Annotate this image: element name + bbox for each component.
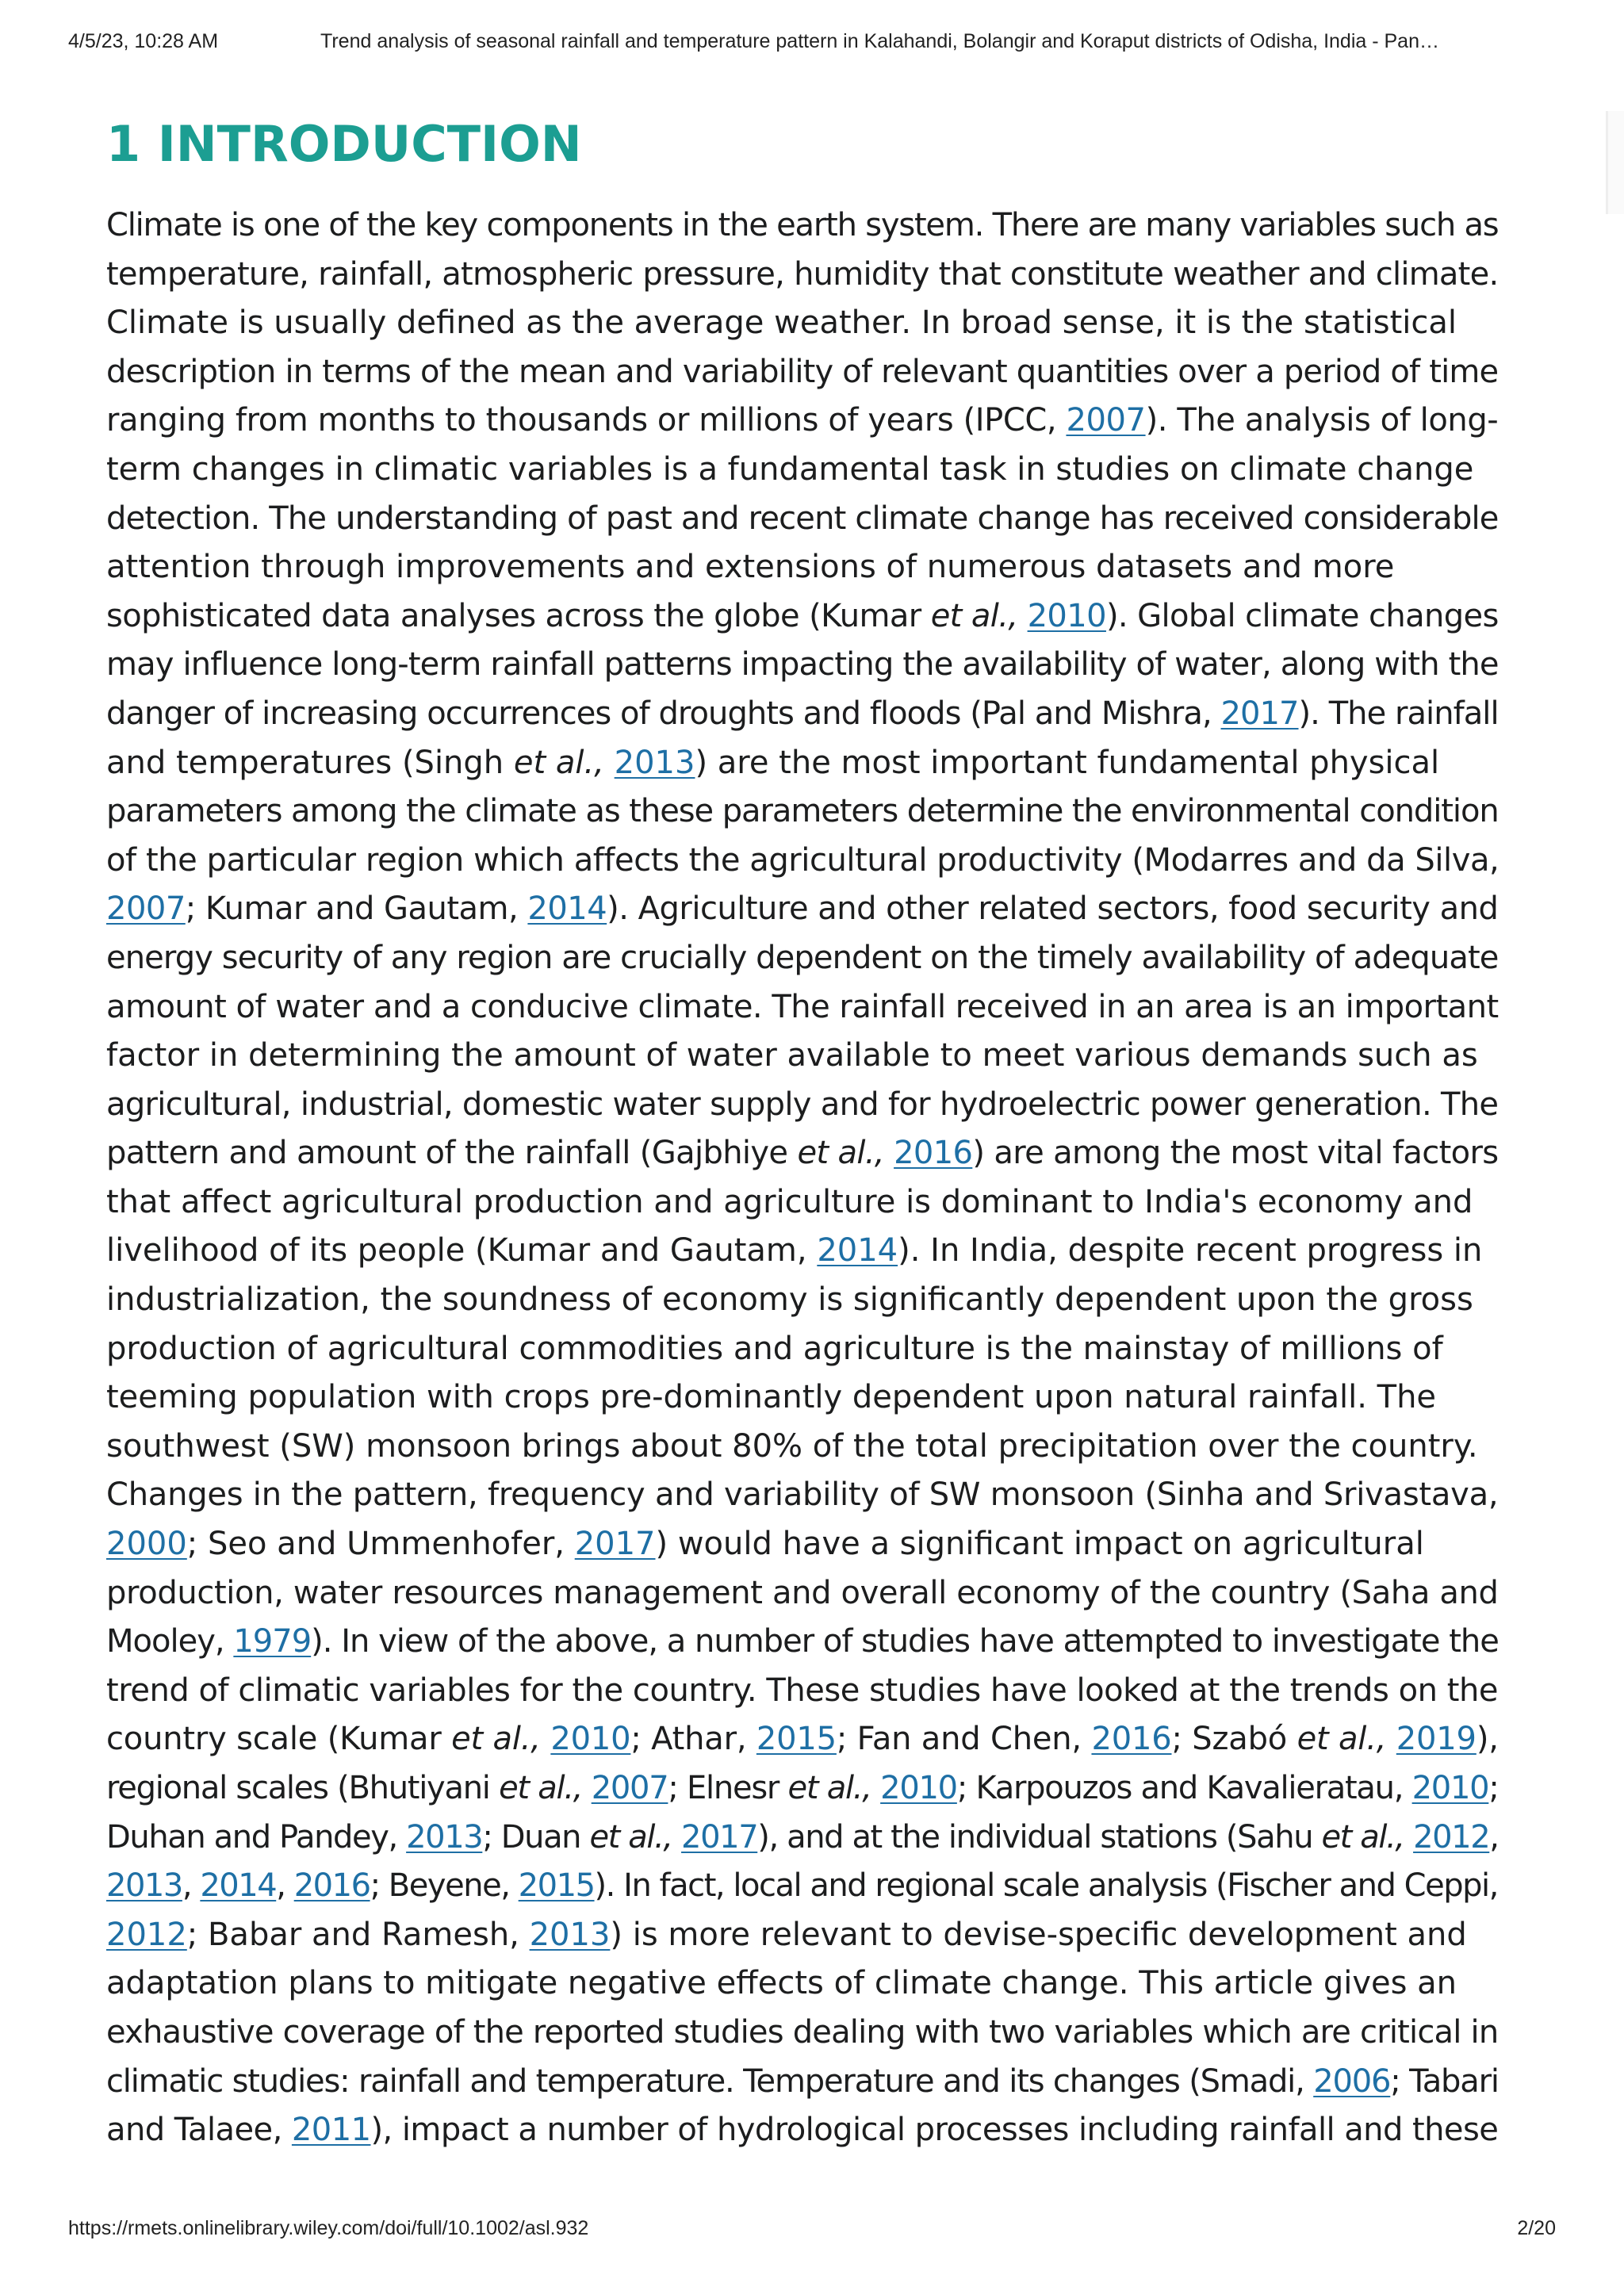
citation-link[interactable]: 1979: [233, 1623, 312, 1660]
text-run: [582, 1770, 591, 1806]
text-line: [106, 1764, 1502, 1813]
text-run: ,: [182, 1867, 201, 1905]
text-run: [884, 1135, 894, 1171]
text-line: [106, 641, 1502, 690]
text-line: [106, 495, 1502, 544]
citation-link[interactable]: 2013: [529, 1916, 611, 1953]
text-run: ; Duan: [482, 1818, 590, 1855]
side-panel-tab[interactable]: [1606, 111, 1624, 214]
text-run: production, water resources management and overall economy of the country (Saha and: [106, 1574, 1499, 1611]
text-run: that affect agricultural production and agriculture is dominant to India's economy and: [106, 1183, 1473, 1220]
text-line: [106, 2058, 1502, 2107]
text-run: ,: [276, 1867, 294, 1905]
text-run: ). The rainfall: [1298, 695, 1499, 732]
citation-link[interactable]: 2013: [106, 1867, 182, 1905]
text-run: climatic studies: rainfall and temperature. Temperature and its changes (Smadi,: [106, 2062, 1314, 2100]
print-url: https://rmets.onlinelibrary.wiley.com/doi/full/10.1002/asl.932: [68, 2217, 589, 2239]
text-run: regional scales (Bhutiyani: [106, 1770, 500, 1806]
citation-link[interactable]: 2011: [291, 2112, 371, 2149]
text-line: [106, 1032, 1502, 1081]
citation-link[interactable]: 2013: [406, 1818, 483, 1855]
text-run: exhaustive coverage of the reported studies dealing with two variables which are critical in: [106, 2013, 1499, 2051]
italic-text: et al.,: [451, 1721, 541, 1758]
italic-text: et al.,: [1297, 1721, 1387, 1758]
italic-text: et al.,: [797, 1135, 884, 1172]
citation-link[interactable]: 2015: [518, 1867, 595, 1905]
citation-link[interactable]: 2007: [106, 890, 186, 928]
text-line: [106, 739, 1502, 788]
citation-link[interactable]: 2016: [1091, 1721, 1172, 1758]
text-run: and temperatures (Singh: [106, 744, 514, 781]
print-header: [68, 30, 1556, 62]
text-run: production of agricultural commodities and agriculture is the mainstay of millions of: [106, 1330, 1443, 1367]
text-run: adaptation plans to mitigate negative effects of climate change. This article gives an: [106, 1965, 1457, 2002]
italic-text: et al.,: [787, 1770, 871, 1806]
text-run: [672, 1819, 681, 1855]
text-line: [106, 1813, 1502, 1863]
citation-link[interactable]: 2016: [894, 1135, 973, 1172]
text-run: [1386, 1721, 1396, 1757]
text-run: pattern and amount of the rainfall (Gajbhiye: [106, 1135, 798, 1172]
text-line: [106, 934, 1502, 983]
italic-text: et al.,: [513, 744, 604, 781]
citation-link[interactable]: 2007: [1066, 402, 1146, 439]
citation-link[interactable]: 2013: [614, 744, 695, 781]
text-run: amount of water and a conducive climate. The rainfall received in an area is an important: [106, 988, 1499, 1025]
citation-link[interactable]: 2015: [756, 1721, 837, 1758]
text-run: ) are the most important fundamental physical: [695, 744, 1440, 781]
text-run: ; Beyene,: [370, 1867, 519, 1905]
text-run: ),: [1476, 1721, 1499, 1758]
text-run: and Talaee,: [106, 2112, 292, 2149]
print-page-title: Trend analysis of seasonal rainfall and temperature pattern in Kalahandi, Bolangir and Koraput districts of Odisha, India - Pan…: [320, 30, 1439, 52]
citation-link[interactable]: 2017: [681, 1818, 758, 1855]
text-run: ). In fact, local and regional scale analysis (Fischer and Ceppi,: [594, 1867, 1498, 1905]
text-line: [106, 787, 1502, 837]
text-line: [106, 1667, 1502, 1716]
text-run: livelihood of its people (Kumar and Gautam,: [106, 1232, 818, 1270]
text-line: [106, 348, 1502, 397]
text-run: ; Athar,: [630, 1721, 756, 1758]
text-line: [106, 1178, 1502, 1227]
text-run: Duhan and Pandey,: [106, 1818, 407, 1855]
text-run: description in terms of the mean and variability of relevant quantities over a period of time: [106, 353, 1499, 390]
text-run: ; Tabari: [1390, 2062, 1499, 2100]
italic-text: et al.,: [589, 1818, 672, 1855]
italic-text: et al.,: [499, 1770, 583, 1806]
section-heading: 1 INTRODUCTION: [106, 115, 582, 173]
text-line: [106, 201, 1502, 251]
citation-link[interactable]: 2016: [293, 1867, 370, 1905]
text-run: detection. The understanding of past and recent climate change has received considerable: [106, 500, 1499, 537]
text-line: [106, 299, 1502, 348]
text-run: ) are among the most vital factors: [972, 1135, 1499, 1172]
citation-link[interactable]: 2000: [106, 1526, 187, 1563]
text-line: [106, 885, 1502, 934]
text-run: attention through improvements and extensions of numerous datasets and more: [106, 549, 1395, 586]
text-run: agricultural, industrial, domestic water supply and for hydroelectric power generation. The: [106, 1086, 1499, 1123]
text-run: ranging from months to thousands or millions of years (IPCC,: [106, 402, 1067, 439]
text-run: ). Global climate changes: [1105, 597, 1499, 634]
text-run: ), impact a number of hydrological processes including rainfall and these: [370, 2112, 1499, 2149]
text-run: energy security of any region are crucially dependent on the timely availability of adequate: [106, 939, 1499, 976]
text-run: Changes in the pattern, frequency and variability of SW monsoon (Sinha and Srivastava,: [106, 1476, 1499, 1514]
text-run: trend of climatic variables for the country. These studies have looked at the trends on the: [106, 1672, 1498, 1709]
text-run: parameters among the climate as these parameters determine the environmental condition: [106, 793, 1499, 830]
text-line: [106, 1959, 1502, 2009]
text-run: ). The analysis of long-: [1145, 402, 1499, 439]
text-run: industrialization, the soundness of economy is significantly dependent upon the gross: [106, 1281, 1473, 1319]
citation-link[interactable]: 2010: [550, 1721, 631, 1758]
text-run: [541, 1721, 551, 1757]
text-run: [871, 1770, 880, 1806]
text-line: [106, 251, 1502, 300]
text-run: ; Elnesr: [668, 1770, 788, 1806]
text-line: [106, 1227, 1502, 1276]
text-line: [106, 983, 1502, 1032]
text-line: [106, 446, 1502, 495]
text-run: ;: [1488, 1770, 1499, 1806]
text-line: [106, 1129, 1502, 1178]
text-run: country scale (Kumar: [106, 1721, 452, 1758]
text-line: [106, 2009, 1502, 2058]
citation-link[interactable]: 2010: [1411, 1770, 1489, 1806]
text-line: [106, 1715, 1502, 1764]
citation-link[interactable]: 2017: [1220, 695, 1299, 732]
text-line: [106, 1911, 1502, 1960]
citation-link[interactable]: 2010: [880, 1770, 957, 1806]
text-run: term changes in climatic variables is a fundamental task in studies on climate change: [106, 450, 1474, 488]
text-run: ; Karpouzos and Kavalieratau,: [956, 1770, 1412, 1806]
text-line: [106, 1520, 1502, 1569]
text-run: ) would have a significant impact on agricultural: [655, 1526, 1424, 1563]
citation-link[interactable]: 2014: [527, 890, 607, 928]
text-line: [106, 1081, 1502, 1130]
text-run: ). In view of the above, a number of studies have attempted to investigate the: [311, 1623, 1499, 1660]
text-line: [106, 1569, 1502, 1618]
text-line: [106, 1276, 1502, 1325]
text-run: sophisticated data analyses across the globe (Kumar: [106, 597, 931, 634]
text-run: ; Szabó: [1171, 1721, 1297, 1758]
text-line: [106, 1618, 1502, 1667]
text-line: [106, 837, 1502, 886]
text-run: Mooley,: [106, 1623, 234, 1660]
text-run: Climate is one of the key components in the earth system. There are many variables such as: [106, 207, 1499, 243]
text-run: [1404, 1819, 1413, 1855]
text-run: ; Seo and Ummenhofer,: [186, 1526, 575, 1563]
text-run: teeming population with crops pre-dominantly dependent upon natural rainfall. The: [106, 1379, 1437, 1416]
citation-link[interactable]: 2014: [200, 1867, 277, 1905]
text-run: ,: [1489, 1818, 1499, 1855]
text-run: ), and at the individual stations (Sahu: [757, 1818, 1322, 1855]
text-run: ). In India, despite recent progress in: [898, 1232, 1483, 1270]
text-line: [106, 1862, 1502, 1911]
citation-link[interactable]: 2019: [1396, 1721, 1477, 1758]
page-number: 2/20: [1517, 2217, 1556, 2239]
text-run: ; Babar and Ramesh,: [186, 1916, 530, 1953]
text-line: [106, 1373, 1502, 1423]
text-line: [106, 690, 1502, 739]
introduction-paragraph: [106, 201, 1502, 2155]
text-line: [106, 543, 1502, 592]
citation-link[interactable]: 2010: [1027, 597, 1106, 634]
text-line: [106, 1423, 1502, 1472]
print-footer: [68, 2217, 1556, 2249]
text-line: [106, 396, 1502, 446]
text-run: temperature, rainfall, atmospheric pressure, humidity that constitute weather and climate.: [106, 255, 1499, 293]
citation-link[interactable]: 2012: [1413, 1818, 1490, 1855]
text-run: of the particular region which affects the agricultural productivity (Modarres and da Silva,: [106, 841, 1500, 879]
text-line: [106, 2106, 1502, 2155]
text-run: ; Fan and Chen,: [836, 1721, 1092, 1758]
text-run: [604, 745, 615, 781]
citation-link[interactable]: 2006: [1313, 2062, 1391, 2100]
text-run: Climate is usually defined as the average weather. In broad sense, it is the statistical: [106, 304, 1457, 342]
text-run: factor in determining the amount of water available to meet various demands such as: [106, 1037, 1478, 1074]
citation-link[interactable]: 2017: [574, 1526, 656, 1563]
citation-link[interactable]: 2012: [106, 1916, 187, 1953]
citation-link[interactable]: 2007: [591, 1770, 668, 1806]
text-line: [106, 592, 1502, 641]
text-run: ) is more relevant to devise-specific development and: [610, 1916, 1467, 1953]
text-run: [1017, 598, 1027, 634]
text-run: southwest (SW) monsoon brings about 80% of the total precipitation over the country.: [106, 1427, 1478, 1465]
text-line: [106, 1325, 1502, 1374]
text-run: ; Kumar and Gautam,: [185, 890, 528, 928]
text-run: ). Agriculture and other related sectors, food security and: [607, 890, 1499, 928]
text-run: danger of increasing occurrences of droughts and floods (Pal and Mishra,: [106, 695, 1221, 732]
italic-text: et al.,: [1321, 1818, 1404, 1855]
italic-text: et al.,: [930, 597, 1018, 634]
text-run: may influence long-term rainfall patterns impacting the availability of water, along with the: [106, 646, 1499, 684]
print-datetime: 4/5/23, 10:28 AM: [68, 30, 219, 52]
citation-link[interactable]: 2014: [817, 1232, 898, 1270]
text-line: [106, 1471, 1502, 1520]
